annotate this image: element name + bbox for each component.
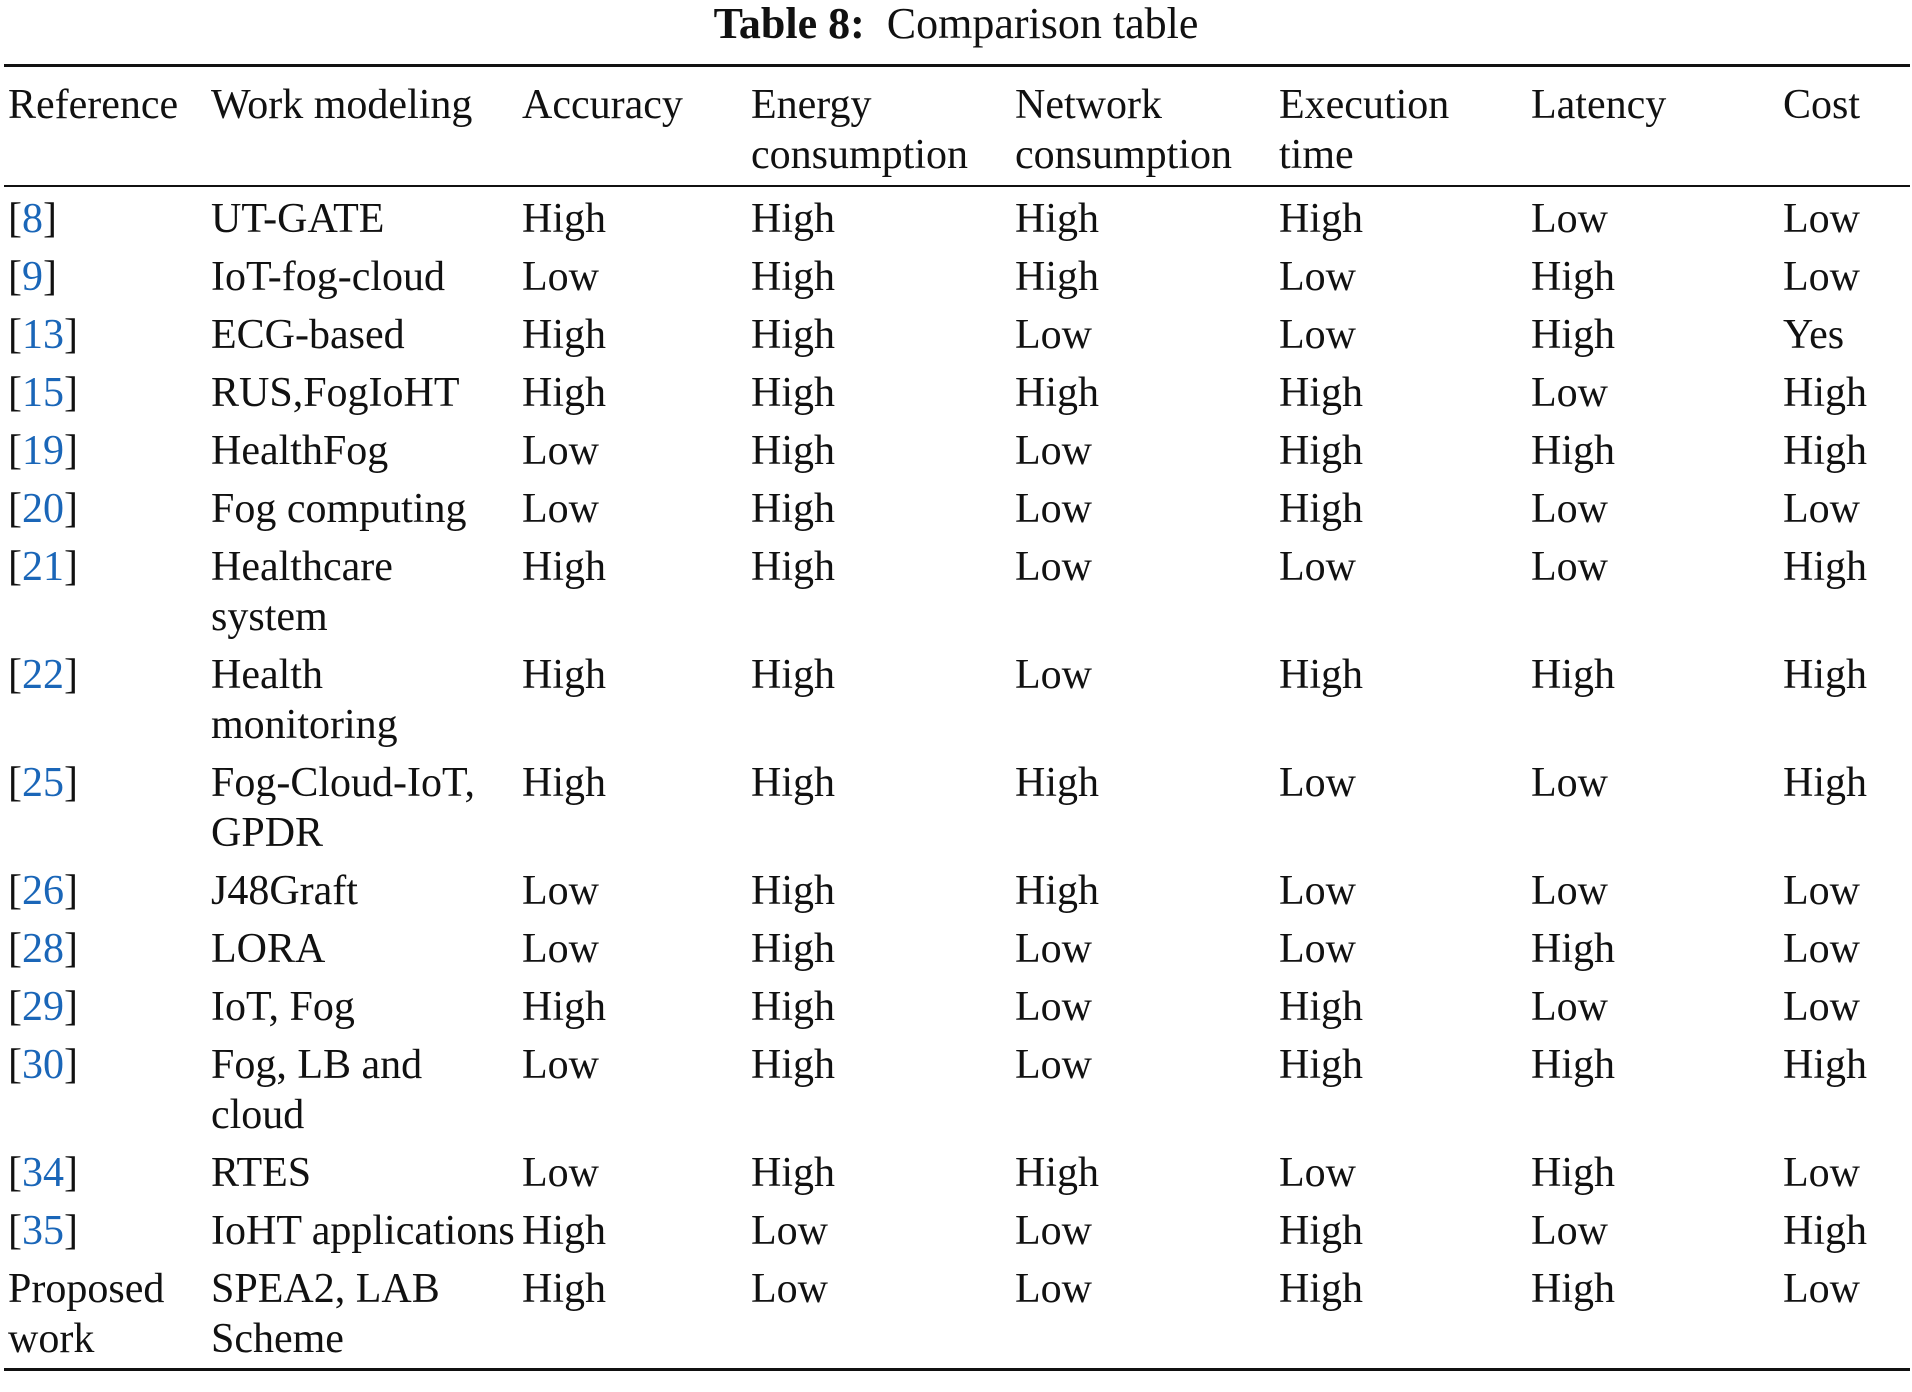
accuracy-cell: Low: [522, 486, 599, 532]
latency-cell: High: [1531, 254, 1615, 300]
network-consumption-cell: Low: [1015, 1266, 1092, 1312]
execution-time-cell: Low: [1279, 1150, 1356, 1196]
work-modeling-cell: SPEA2, LAB Scheme: [211, 1266, 440, 1362]
network-consumption-cell: Low: [1015, 1042, 1092, 1088]
network-consumption-cell: Low: [1015, 544, 1092, 590]
cost-cell: High: [1783, 1208, 1867, 1254]
table-row: [4, 248, 1910, 306]
energy-consumption-cell: High: [751, 370, 835, 416]
energy-consumption-cell: Low: [751, 1266, 828, 1312]
column-header-execution-time: Execution time: [1279, 82, 1450, 178]
column-header-reference: Reference: [8, 82, 179, 128]
accuracy-cell: Low: [522, 1042, 599, 1088]
accuracy-cell: High: [522, 1266, 606, 1312]
execution-time-cell: High: [1279, 1266, 1363, 1312]
work-modeling-cell: HealthFog: [211, 428, 389, 474]
energy-consumption-cell: High: [751, 652, 835, 698]
latency-cell: Low: [1531, 196, 1608, 242]
latency-cell: High: [1531, 1150, 1615, 1196]
table-row: [4, 920, 1910, 978]
reference-cell: [22]: [8, 652, 78, 698]
reference-cell: [26]: [8, 868, 78, 914]
network-consumption-cell: Low: [1015, 428, 1092, 474]
network-consumption-cell: High: [1015, 1150, 1099, 1196]
energy-consumption-cell: High: [751, 486, 835, 532]
accuracy-cell: High: [522, 760, 606, 806]
energy-consumption-cell: High: [751, 254, 835, 300]
work-modeling-cell: Fog, LB and cloud: [211, 1042, 423, 1138]
latency-cell: High: [1531, 1042, 1615, 1088]
citation-link[interactable]: 13: [22, 312, 64, 358]
table-row: [4, 1144, 1910, 1202]
work-modeling-cell: LORA: [211, 926, 326, 972]
latency-cell: High: [1531, 312, 1615, 358]
reference-cell: [20]: [8, 486, 78, 532]
energy-consumption-cell: High: [751, 926, 835, 972]
work-modeling-cell: J48Graft: [211, 868, 358, 914]
cost-cell: Low: [1783, 868, 1860, 914]
execution-time-cell: High: [1279, 486, 1363, 532]
citation-link[interactable]: 28: [22, 926, 64, 972]
network-consumption-cell: High: [1015, 868, 1099, 914]
citation-link[interactable]: 8: [22, 196, 43, 242]
work-modeling-cell: IoT-fog-cloud: [211, 254, 446, 300]
table-row: [4, 646, 1910, 754]
table-row: [4, 1036, 1910, 1144]
work-modeling-cell: IoT, Fog: [211, 984, 355, 1030]
header-row: [4, 66, 1910, 187]
execution-time-cell: High: [1279, 196, 1363, 242]
citation-link[interactable]: 20: [22, 486, 64, 532]
table-row: [4, 538, 1910, 646]
network-consumption-cell: Low: [1015, 926, 1092, 972]
network-consumption-cell: Low: [1015, 984, 1092, 1030]
table-row: [4, 754, 1910, 862]
table-row: [4, 186, 1910, 248]
work-modeling-cell: RUS,FogIoHT: [211, 370, 460, 416]
accuracy-cell: High: [522, 370, 606, 416]
execution-time-cell: Low: [1279, 760, 1356, 806]
accuracy-cell: Low: [522, 868, 599, 914]
accuracy-cell: High: [522, 196, 606, 242]
network-consumption-cell: Low: [1015, 652, 1092, 698]
execution-time-cell: Low: [1279, 544, 1356, 590]
latency-cell: High: [1531, 652, 1615, 698]
accuracy-cell: Low: [522, 254, 599, 300]
table-row-proposed-work: [4, 1260, 1910, 1370]
reference-cell: [25]: [8, 760, 78, 806]
network-consumption-cell: Low: [1015, 312, 1092, 358]
energy-consumption-cell: Low: [751, 1208, 828, 1254]
latency-cell: Low: [1531, 544, 1608, 590]
latency-cell: High: [1531, 428, 1615, 474]
citation-link[interactable]: 22: [22, 652, 64, 698]
energy-consumption-cell: High: [751, 1042, 835, 1088]
cost-cell: Low: [1783, 926, 1860, 972]
latency-cell: Low: [1531, 984, 1608, 1030]
citation-link[interactable]: 35: [22, 1208, 64, 1254]
energy-consumption-cell: High: [751, 760, 835, 806]
cost-cell: Low: [1783, 254, 1860, 300]
execution-time-cell: Low: [1279, 254, 1356, 300]
work-modeling-cell: Health monitoring: [211, 652, 398, 748]
network-consumption-cell: High: [1015, 196, 1099, 242]
execution-time-cell: High: [1279, 652, 1363, 698]
cost-cell: Low: [1783, 984, 1860, 1030]
column-header-latency: Latency: [1531, 82, 1667, 128]
energy-consumption-cell: High: [751, 312, 835, 358]
table-row: [4, 1202, 1910, 1260]
work-modeling-cell: Fog computing: [211, 486, 467, 532]
table-row: [4, 978, 1910, 1036]
accuracy-cell: Low: [522, 926, 599, 972]
citation-link[interactable]: 9: [22, 254, 43, 300]
work-modeling-cell: ECG-based: [211, 312, 405, 358]
network-consumption-cell: Low: [1015, 486, 1092, 532]
reference-cell: [34]: [8, 1150, 78, 1196]
latency-cell: Low: [1531, 868, 1608, 914]
citation-link[interactable]: 21: [22, 544, 64, 590]
table-row: [4, 422, 1910, 480]
network-consumption-cell: High: [1015, 370, 1099, 416]
citation-link[interactable]: 19: [22, 428, 64, 474]
table-caption: [0, 0, 1912, 48]
network-consumption-cell: Low: [1015, 1208, 1092, 1254]
work-modeling-cell: Healthcare system: [211, 544, 393, 640]
table-row: [4, 364, 1910, 422]
reference-cell: [9]: [8, 254, 57, 300]
table-row: [4, 480, 1910, 538]
reference-cell: [29]: [8, 984, 78, 1030]
reference-cell: [35]: [8, 1208, 78, 1254]
energy-consumption-cell: High: [751, 868, 835, 914]
table-body: [4, 186, 1910, 1370]
work-modeling-cell: RTES: [211, 1150, 312, 1196]
table-header: [4, 66, 1910, 187]
cost-cell: High: [1783, 760, 1867, 806]
cost-cell: High: [1783, 544, 1867, 590]
column-header-network-consumption: Network consumption: [1015, 82, 1232, 178]
latency-cell: Low: [1531, 370, 1608, 416]
citation-link[interactable]: 26: [22, 868, 64, 914]
cost-cell: High: [1783, 370, 1867, 416]
latency-cell: Low: [1531, 1208, 1608, 1254]
energy-consumption-cell: High: [751, 428, 835, 474]
reference-cell: [8]: [8, 196, 57, 242]
latency-cell: Low: [1531, 760, 1608, 806]
reference-cell: [19]: [8, 428, 78, 474]
execution-time-cell: High: [1279, 984, 1363, 1030]
latency-cell: High: [1531, 1266, 1615, 1312]
energy-consumption-cell: High: [751, 1150, 835, 1196]
comparison-table: [4, 64, 1910, 1371]
citation-link[interactable]: 34: [22, 1150, 64, 1196]
execution-time-cell: Low: [1279, 312, 1356, 358]
execution-time-cell: Low: [1279, 926, 1356, 972]
cost-cell: Yes: [1783, 312, 1845, 358]
work-modeling-cell: UT-GATE: [211, 196, 385, 242]
reference-cell: [13]: [8, 312, 78, 358]
citation-link[interactable]: 15: [22, 370, 64, 416]
network-consumption-cell: High: [1015, 254, 1099, 300]
cost-cell: Low: [1783, 196, 1860, 242]
cost-cell: Low: [1783, 1150, 1860, 1196]
latency-cell: High: [1531, 926, 1615, 972]
citation-link[interactable]: 25: [22, 760, 64, 806]
reference-cell: [15]: [8, 370, 78, 416]
reference-cell: [28]: [8, 926, 78, 972]
citation-link[interactable]: 29: [22, 984, 64, 1030]
execution-time-cell: High: [1279, 370, 1363, 416]
execution-time-cell: High: [1279, 1208, 1363, 1254]
energy-consumption-cell: High: [751, 196, 835, 242]
execution-time-cell: Low: [1279, 868, 1356, 914]
cost-cell: Low: [1783, 486, 1860, 532]
table-row: [4, 306, 1910, 364]
column-header-accuracy: Accuracy: [522, 82, 683, 128]
cost-cell: High: [1783, 652, 1867, 698]
execution-time-cell: High: [1279, 1042, 1363, 1088]
execution-time-cell: High: [1279, 428, 1363, 474]
energy-consumption-cell: High: [751, 984, 835, 1030]
work-modeling-cell: Fog-Cloud-IoT, GPDR: [211, 760, 476, 856]
table-caption-label: Table 8:: [713, 0, 865, 48]
column-header-energy-consumption: Energy consumption: [751, 82, 968, 178]
citation-link[interactable]: 30: [22, 1042, 64, 1088]
cost-cell: Low: [1783, 1266, 1860, 1312]
table-row: [4, 862, 1910, 920]
reference-cell: [21]: [8, 544, 78, 590]
reference-cell: Proposed work: [8, 1266, 165, 1362]
cost-cell: High: [1783, 428, 1867, 474]
table-caption-title: Comparison table: [886, 0, 1199, 48]
latency-cell: Low: [1531, 486, 1608, 532]
reference-cell: [30]: [8, 1042, 78, 1088]
network-consumption-cell: High: [1015, 760, 1099, 806]
work-modeling-cell: IoHT applications: [211, 1208, 515, 1254]
accuracy-cell: High: [522, 544, 606, 590]
energy-consumption-cell: High: [751, 544, 835, 590]
accuracy-cell: Low: [522, 428, 599, 474]
column-header-cost: Cost: [1783, 82, 1861, 128]
accuracy-cell: High: [522, 652, 606, 698]
accuracy-cell: High: [522, 312, 606, 358]
cost-cell: High: [1783, 1042, 1867, 1088]
accuracy-cell: Low: [522, 1150, 599, 1196]
accuracy-cell: High: [522, 984, 606, 1030]
accuracy-cell: High: [522, 1208, 606, 1254]
column-header-work-modeling: Work modeling: [211, 82, 473, 128]
